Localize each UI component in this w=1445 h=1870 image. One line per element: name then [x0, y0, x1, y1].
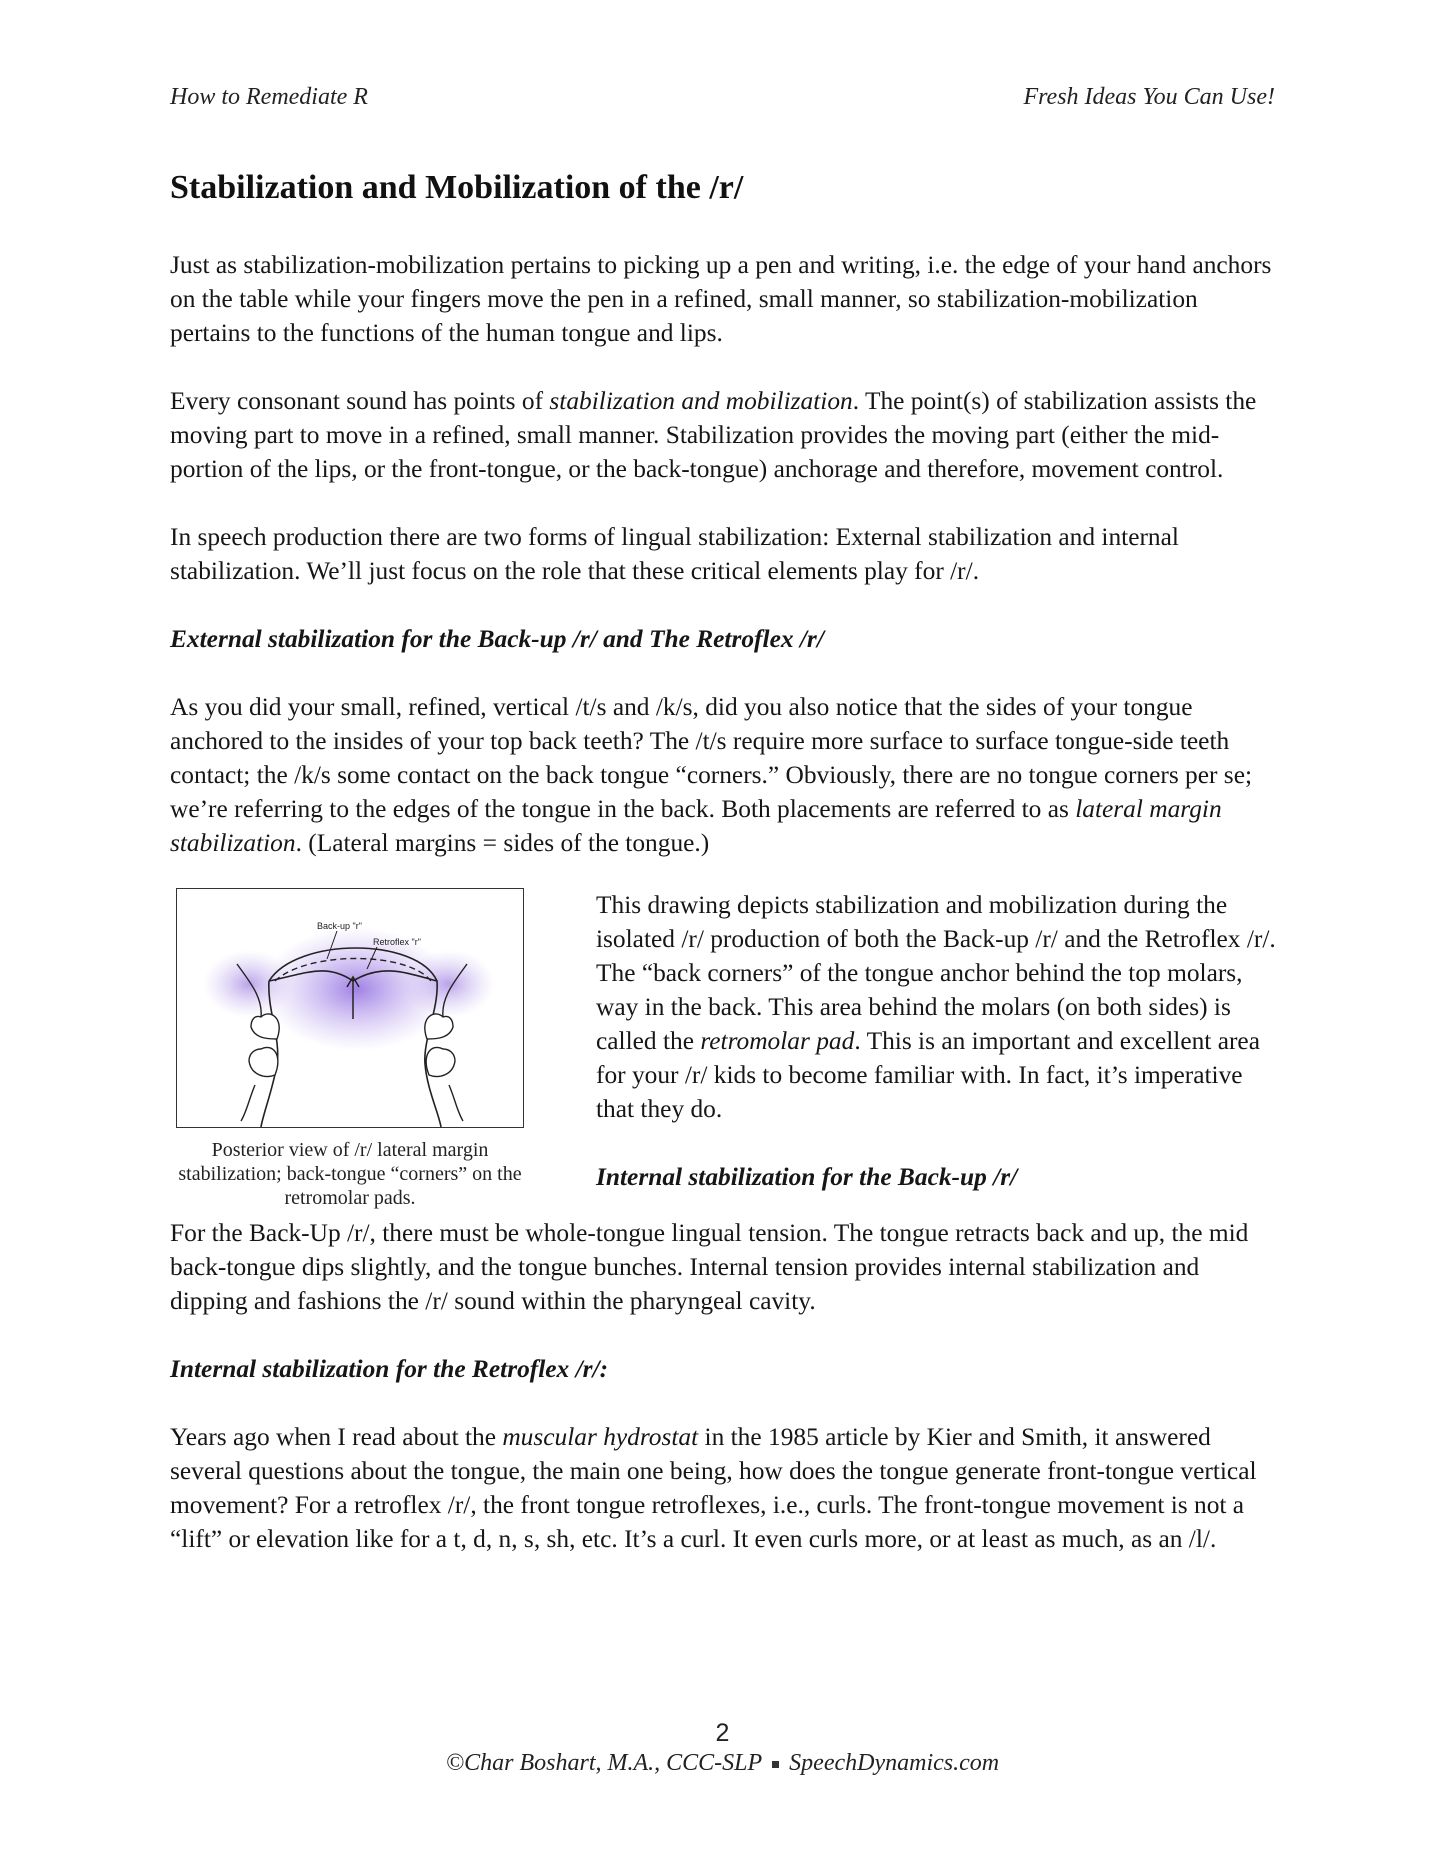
paragraph-backup-tension: For the Back-Up /r/, there must be whole-tongue lingual tension. The tongue retracts back and up, the mid back-tongue dips slightly, and the tongue bunches. Internal tension provides internal stabilization and dipping and fashions the /r/ sound within the pharyngeal cavity.	[170, 1219, 1249, 1315]
main-content	[170, 168, 1275, 1556]
figure-section	[170, 888, 1275, 1210]
figure-frame	[176, 888, 524, 1128]
paragraph-muscular-hydrostat: Years ago when I read about the muscular hydrostat in the 1985 article by Kier and Smith, it answered several questions about the tongue, the main one being, how does the tongue generate front-tongue vertical movement? For a retroflex /r/, the front tongue retroflexes, i.e., curls. The front-tongue movement is not a “lift” or elevation like for a t, d, n, s, sh, etc. It’s a curl. It even curls more, or at least as much, as an /l/.	[170, 1423, 1257, 1553]
page-title: Stabilization and Mobilization of the /r/	[170, 169, 744, 206]
label-retroflex: Retroflex "r"	[373, 937, 421, 947]
bullet-separator	[772, 1761, 779, 1768]
website-text: SpeechDynamics.com	[789, 1750, 1000, 1776]
copyright-text: ©Char Boshart, M.A., CCC-SLP	[445, 1750, 763, 1776]
tongue-diagram	[177, 889, 523, 1127]
subheading-internal-backup: Internal stabilization for the Back-up /r/	[596, 1163, 1018, 1191]
label-backup: Back-up "r"	[317, 921, 362, 931]
paragraph-lingual-stabilization: In speech production there are two forms of lingual stabilization: External stabilization and internal stabilization. We’ll just focus on the role that these critical elements play for /r/.	[170, 523, 1179, 585]
page-footer	[0, 1718, 1445, 1778]
paragraph-intro: Just as stabilization-mobilization pertains to picking up a pen and writing, i.e. the edge of your hand anchors on the table while your fingers move the pen in a refined, small manner, so stabilization-mobilization pertains to the functions of the human tongue and lips.	[170, 251, 1272, 347]
figure-caption: Posterior view of /r/ lateral margin stabilization; back-tongue “corners” on the retromolar pads.	[178, 1139, 522, 1209]
paragraph-drawing-description: This drawing depicts stabilization and mobilization during the isolated /r/ production of both the Back-up /r/ and the Retroflex /r/. The “back corners” of the tongue anchor behind the top molars, way in the back. This area behind the molars (on both sides) is called the retromolar pad. This is an important and excellent area for your /r/ kids to become familiar with. In fact, it’s imperative that they do.	[596, 891, 1276, 1123]
figure-description-column	[596, 888, 1276, 1194]
paragraph-consonant-points: Every consonant sound has points of stabilization and mobilization. The point(s) of stabilization assists the moving part to move in a refined, small manner. Stabilization provides the moving part (either the mid-portion of the lips, or the front-tongue, or the back-tongue) anchorage and therefore, movement control.	[170, 387, 1257, 483]
subheading-external-stabilization: External stabilization for the Back-up /r/ and The Retroflex /r/	[170, 625, 824, 653]
header-tagline: Fresh Ideas You Can Use!	[1023, 84, 1275, 110]
page-number: 2	[715, 1719, 730, 1747]
footer-copyright-line	[0, 1748, 1445, 1778]
tongue-figure	[176, 888, 524, 1210]
paragraph-lateral-margin: As you did your small, refined, vertical /t/s and /k/s, did you also notice that the sides of your tongue anchored to the insides of your top back teeth? The /t/s require more surface to surface tongue-side teeth contact; the /k/s some contact on the back tongue “corners.” Obviously, there are no tongue corners per se; we’re referring to the edges of the tongue in the back. Both placements are referred to as lateral margin stabilization. (Lateral margins = sides of the tongue.)	[170, 693, 1253, 857]
header-book-title: How to Remediate R	[170, 84, 368, 110]
subheading-internal-retroflex: Internal stabilization for the Retroflex /r/:	[170, 1355, 609, 1383]
